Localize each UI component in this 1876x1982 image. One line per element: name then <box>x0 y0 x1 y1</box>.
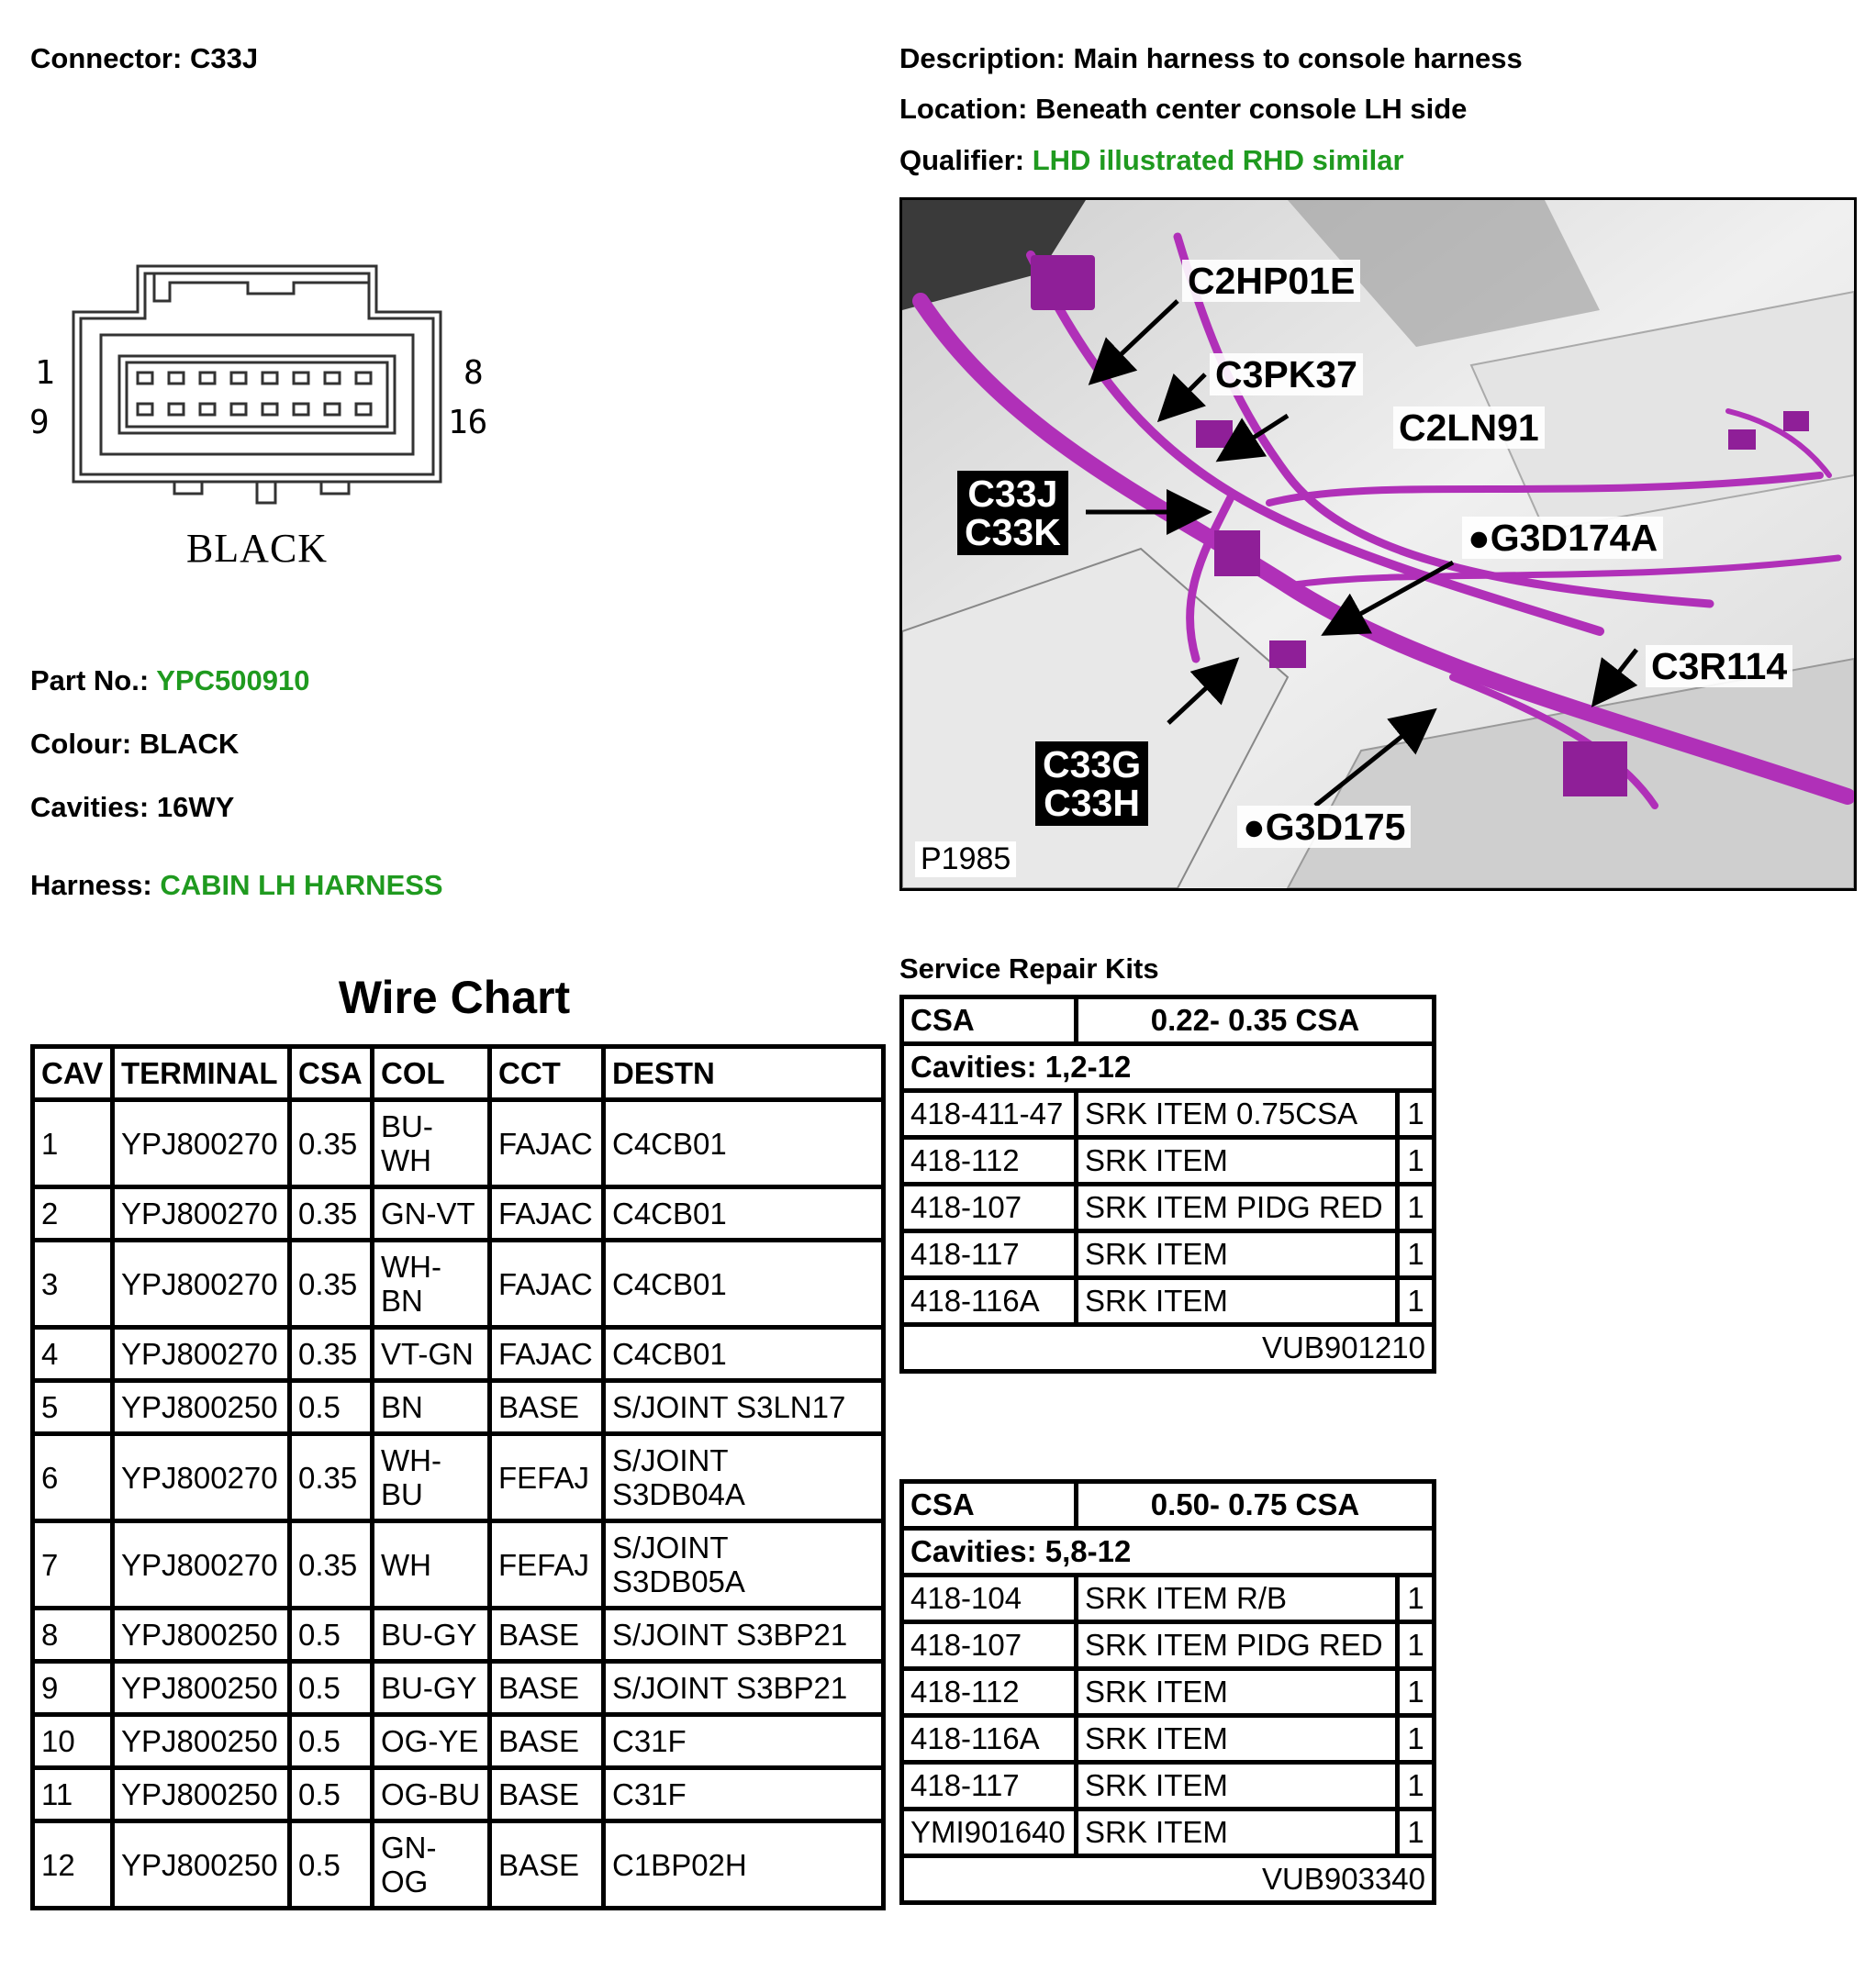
callout-c33g: C33G <box>1043 743 1142 785</box>
wire-chart-header-row <box>33 1047 884 1100</box>
harness-line <box>30 869 443 902</box>
wire-cell-csa: 0.35 <box>290 1241 373 1328</box>
kit-csa-row <box>902 997 1435 1044</box>
wire-cell-csa: 0.35 <box>290 1521 373 1609</box>
wire-cell-terminal: YPJ800270 <box>113 1328 290 1381</box>
wire-cell-cav: 8 <box>33 1609 113 1662</box>
pin-cavity <box>294 373 308 384</box>
wire-cell-cav: 2 <box>33 1187 113 1241</box>
wire-cell-cct: FEFAJ <box>490 1521 604 1609</box>
kit-csa-value: 0.22- 0.35 CSA <box>1077 997 1435 1044</box>
wire-cell-terminal: YPJ800250 <box>113 1715 290 1768</box>
wire-cell-cct: FEFAJ <box>490 1434 604 1521</box>
header-cct: CCT <box>490 1047 604 1100</box>
illustration-id: P1985 <box>915 841 1016 877</box>
wire-cell-col: BN <box>373 1381 490 1434</box>
header-terminal: TERMINAL <box>113 1047 290 1100</box>
callout-c33j-c33k <box>957 471 1068 555</box>
kit-item-desc: SRK ITEM <box>1077 1809 1398 1856</box>
pin-cavity <box>231 404 246 415</box>
location-line <box>899 93 1467 126</box>
wire-cell-col: WH <box>373 1521 490 1609</box>
wire-cell-csa: 0.35 <box>290 1100 373 1187</box>
wire-cell-terminal: YPJ800250 <box>113 1768 290 1821</box>
callout-g3d175: ●G3D175 <box>1237 806 1411 848</box>
wire-cell-cct: BASE <box>490 1662 604 1715</box>
part-no-line <box>30 664 309 697</box>
kit-item-part: YMI901640 <box>902 1809 1077 1856</box>
wire-row <box>33 1662 884 1715</box>
kit-number: VUB901210 <box>902 1325 1435 1372</box>
callout-c33h: C33H <box>1044 782 1140 824</box>
kit-number: VUB903340 <box>902 1856 1435 1903</box>
kit-item-row <box>902 1091 1435 1138</box>
pin-label-9: 9 <box>29 404 50 441</box>
pin-cavity <box>231 373 246 384</box>
pin-cavity <box>325 404 340 415</box>
wire-row <box>33 1241 884 1328</box>
wire-cell-cct: BASE <box>490 1715 604 1768</box>
wire-cell-cct: BASE <box>490 1609 604 1662</box>
connector-colour-text: BLACK <box>185 526 329 571</box>
wire-cell-terminal: YPJ800270 <box>113 1100 290 1187</box>
wire-cell-cav: 11 <box>33 1768 113 1821</box>
connector-label: Connector: <box>30 42 183 74</box>
wire-cell-col: OG-BU <box>373 1768 490 1821</box>
kit-item-desc: SRK ITEM <box>1077 1278 1398 1325</box>
description-line <box>899 42 1523 75</box>
wire-cell-destn: C4CB01 <box>604 1328 884 1381</box>
pin-cavity <box>138 373 152 384</box>
wire-cell-col: GN-VT <box>373 1187 490 1241</box>
kit-item-qty: 1 <box>1398 1278 1435 1325</box>
wire-cell-terminal: YPJ800270 <box>113 1521 290 1609</box>
wire-cell-terminal: YPJ800270 <box>113 1187 290 1241</box>
pin-cavity <box>169 404 184 415</box>
kit-item-qty: 1 <box>1398 1576 1435 1622</box>
kit-item-part: 418-117 <box>902 1231 1077 1278</box>
repair-kits-title: Service Repair Kits <box>899 952 1159 985</box>
pin-cavity <box>200 404 215 415</box>
kit-item-qty: 1 <box>1398 1622 1435 1669</box>
wire-cell-destn: S/JOINT S3LN17 <box>604 1381 884 1434</box>
wire-cell-destn: C4CB01 <box>604 1187 884 1241</box>
wire-cell-destn: S/JOINT S3BP21 <box>604 1609 884 1662</box>
kit-item-desc: SRK ITEM <box>1077 1138 1398 1185</box>
wire-cell-csa: 0.35 <box>290 1328 373 1381</box>
wire-cell-csa: 0.5 <box>290 1662 373 1715</box>
wire-cell-cct: BASE <box>490 1821 604 1909</box>
part-no-label: Part No.: <box>30 664 150 696</box>
kit-item-row <box>902 1716 1435 1763</box>
wire-cell-destn: C4CB01 <box>604 1100 884 1187</box>
wire-row <box>33 1187 884 1241</box>
wire-row <box>33 1609 884 1662</box>
wire-row <box>33 1381 884 1434</box>
kit-cavities-row <box>902 1044 1435 1091</box>
kit-item-desc: SRK ITEM R/B <box>1077 1576 1398 1622</box>
wire-cell-destn: S/JOINT S3BP21 <box>604 1662 884 1715</box>
wire-cell-cav: 9 <box>33 1662 113 1715</box>
callout-c33g-c33h <box>1035 741 1148 826</box>
kit-cavities: Cavities: 5,8-12 <box>902 1529 1435 1576</box>
header-cav: CAV <box>33 1047 113 1100</box>
kit-item-desc: SRK ITEM <box>1077 1669 1398 1716</box>
callout-c3pk37: C3PK37 <box>1210 353 1363 395</box>
pin-cavity <box>356 373 371 384</box>
kit-item-qty: 1 <box>1398 1763 1435 1809</box>
repair-kit-table-1 <box>899 995 1436 1374</box>
kit-item-qty: 1 <box>1398 1716 1435 1763</box>
kit-cavities: Cavities: 1,2-12 <box>902 1044 1435 1091</box>
wire-cell-csa: 0.35 <box>290 1434 373 1521</box>
wire-cell-col: WH- BN <box>373 1241 490 1328</box>
callout-c33k: C33K <box>965 511 1061 553</box>
wire-cell-cav: 3 <box>33 1241 113 1328</box>
kit-item-qty: 1 <box>1398 1809 1435 1856</box>
wire-cell-terminal: YPJ800270 <box>113 1434 290 1521</box>
wire-row <box>33 1521 884 1609</box>
wire-cell-col: VT-GN <box>373 1328 490 1381</box>
kit-item-part: 418-107 <box>902 1185 1077 1231</box>
kit-item-desc: SRK ITEM PIDG RED <box>1077 1622 1398 1669</box>
wire-cell-col: OG-YE <box>373 1715 490 1768</box>
wire-cell-cav: 1 <box>33 1100 113 1187</box>
pin-cavity <box>169 373 184 384</box>
wire-row <box>33 1100 884 1187</box>
wire-cell-cct: FAJAC <box>490 1100 604 1187</box>
kit-item-row <box>902 1231 1435 1278</box>
kit-item-part: 418-112 <box>902 1138 1077 1185</box>
pin-cavity <box>356 404 371 415</box>
kit-number-row <box>902 1856 1435 1903</box>
kit-item-row <box>902 1809 1435 1856</box>
pin-label-1: 1 <box>35 354 55 392</box>
wire-cell-terminal: YPJ800250 <box>113 1381 290 1434</box>
pin-cavity <box>200 373 215 384</box>
connector-value: C33J <box>189 42 259 74</box>
wire-cell-terminal: YPJ800270 <box>113 1241 290 1328</box>
wire-cell-destn: S/JOINT S3DB05A <box>604 1521 884 1609</box>
cavities-value: 16WY <box>156 791 235 823</box>
wire-cell-csa: 0.5 <box>290 1715 373 1768</box>
kit-item-part: 418-116A <box>902 1278 1077 1325</box>
kit-item-row <box>902 1669 1435 1716</box>
qualifier-label: Qualifier: <box>899 144 1025 176</box>
kit-item-part: 418-117 <box>902 1763 1077 1809</box>
wire-cell-cct: FAJAC <box>490 1241 604 1328</box>
location-illustration <box>899 197 1857 891</box>
kit-item-desc: SRK ITEM PIDG RED <box>1077 1185 1398 1231</box>
pin-cavity <box>262 373 277 384</box>
colour-value: BLACK <box>139 728 240 760</box>
kit-item-desc: SRK ITEM <box>1077 1231 1398 1278</box>
kit-item-row <box>902 1622 1435 1669</box>
pin-cavity <box>325 373 340 384</box>
wire-cell-col: BU-GY <box>373 1662 490 1715</box>
kit-cavities-row <box>902 1529 1435 1576</box>
pin-label-16: 16 <box>448 404 488 441</box>
wire-cell-cct: FAJAC <box>490 1328 604 1381</box>
wire-cell-destn: C1BP02H <box>604 1821 884 1909</box>
wire-cell-cav: 4 <box>33 1328 113 1381</box>
cavities-label: Cavities: <box>30 791 150 823</box>
wire-cell-col: BU- WH <box>373 1100 490 1187</box>
wire-cell-terminal: YPJ800250 <box>113 1662 290 1715</box>
kit-item-row <box>902 1138 1435 1185</box>
wire-cell-col: WH- BU <box>373 1434 490 1521</box>
wire-cell-cav: 6 <box>33 1434 113 1521</box>
pin-cavity <box>262 404 277 415</box>
wire-cell-col: BU-GY <box>373 1609 490 1662</box>
wire-cell-cav: 12 <box>33 1821 113 1909</box>
header-destn: DESTN <box>604 1047 884 1100</box>
wire-row <box>33 1434 884 1521</box>
kit-item-qty: 1 <box>1398 1669 1435 1716</box>
location-label: Location: <box>899 93 1028 125</box>
kit-item-part: 418-112 <box>902 1669 1077 1716</box>
wire-cell-destn: S/JOINT S3DB04A <box>604 1434 884 1521</box>
wire-row <box>33 1328 884 1381</box>
wire-row <box>33 1821 884 1909</box>
pin-cavity <box>138 404 152 415</box>
part-no-value: YPC500910 <box>156 664 310 696</box>
wire-cell-cav: 5 <box>33 1381 113 1434</box>
wire-cell-col: GN- OG <box>373 1821 490 1909</box>
pin-label-8: 8 <box>463 354 484 392</box>
kit-csa-row <box>902 1482 1435 1529</box>
colour-label: Colour: <box>30 728 132 760</box>
wire-cell-destn: C4CB01 <box>604 1241 884 1328</box>
wire-cell-csa: 0.5 <box>290 1381 373 1434</box>
callout-c3r114: C3R114 <box>1646 645 1792 687</box>
wire-cell-terminal: YPJ800250 <box>113 1609 290 1662</box>
kit-item-qty: 1 <box>1398 1231 1435 1278</box>
kit-item-row <box>902 1763 1435 1809</box>
wire-row <box>33 1715 884 1768</box>
kit-item-row <box>902 1576 1435 1622</box>
wire-cell-cct: BASE <box>490 1768 604 1821</box>
repair-kit-table-2 <box>899 1479 1436 1905</box>
connector-line <box>30 42 258 75</box>
header-csa: CSA <box>290 1047 373 1100</box>
cavities-line <box>30 791 234 824</box>
wire-cell-cav: 7 <box>33 1521 113 1609</box>
connector-face-diagram <box>28 257 505 587</box>
callout-c2hp01e: C2HP01E <box>1182 260 1360 302</box>
kit-item-desc: SRK ITEM 0.75CSA <box>1077 1091 1398 1138</box>
header-col: COL <box>373 1047 490 1100</box>
wire-row <box>33 1768 884 1821</box>
pin-cavity <box>294 404 308 415</box>
wire-cell-cct: BASE <box>490 1381 604 1434</box>
wire-cell-cav: 10 <box>33 1715 113 1768</box>
kit-item-row <box>902 1278 1435 1325</box>
description-label: Description: <box>899 42 1066 74</box>
wire-cell-csa: 0.35 <box>290 1187 373 1241</box>
kit-item-part: 418-411-47 <box>902 1091 1077 1138</box>
wire-cell-destn: C31F <box>604 1715 884 1768</box>
kit-item-desc: SRK ITEM <box>1077 1716 1398 1763</box>
kit-item-part: 418-104 <box>902 1576 1077 1622</box>
kit-item-qty: 1 <box>1398 1185 1435 1231</box>
callout-c33j: C33J <box>967 473 1058 515</box>
kit-csa-value: 0.50- 0.75 CSA <box>1077 1482 1435 1529</box>
description-value: Main harness to console harness <box>1073 42 1523 74</box>
harness-label: Harness: <box>30 869 152 901</box>
callout-g3d174a: ●G3D174A <box>1462 517 1663 559</box>
callout-c2ln91: C2LN91 <box>1393 406 1545 449</box>
wire-cell-terminal: YPJ800250 <box>113 1821 290 1909</box>
harness-value: CABIN LH HARNESS <box>160 869 443 901</box>
wire-chart-table <box>30 1044 886 1910</box>
colour-line <box>30 728 239 761</box>
kit-number-row <box>902 1325 1435 1372</box>
kit-csa-label: CSA <box>902 997 1077 1044</box>
qualifier-value: LHD illustrated RHD similar <box>1032 144 1404 176</box>
location-value: Beneath center console LH side <box>1035 93 1468 125</box>
kit-csa-label: CSA <box>902 1482 1077 1529</box>
wire-chart-title: Wire Chart <box>338 972 571 1023</box>
wire-cell-destn: C31F <box>604 1768 884 1821</box>
kit-item-part: 418-116A <box>902 1716 1077 1763</box>
kit-item-desc: SRK ITEM <box>1077 1763 1398 1809</box>
kit-item-qty: 1 <box>1398 1138 1435 1185</box>
wire-cell-csa: 0.5 <box>290 1821 373 1909</box>
wire-cell-csa: 0.5 <box>290 1768 373 1821</box>
kit-item-row <box>902 1185 1435 1231</box>
wire-cell-cct: FAJAC <box>490 1187 604 1241</box>
qualifier-line <box>899 144 1404 177</box>
kit-item-qty: 1 <box>1398 1091 1435 1138</box>
wire-cell-csa: 0.5 <box>290 1609 373 1662</box>
kit-item-part: 418-107 <box>902 1622 1077 1669</box>
